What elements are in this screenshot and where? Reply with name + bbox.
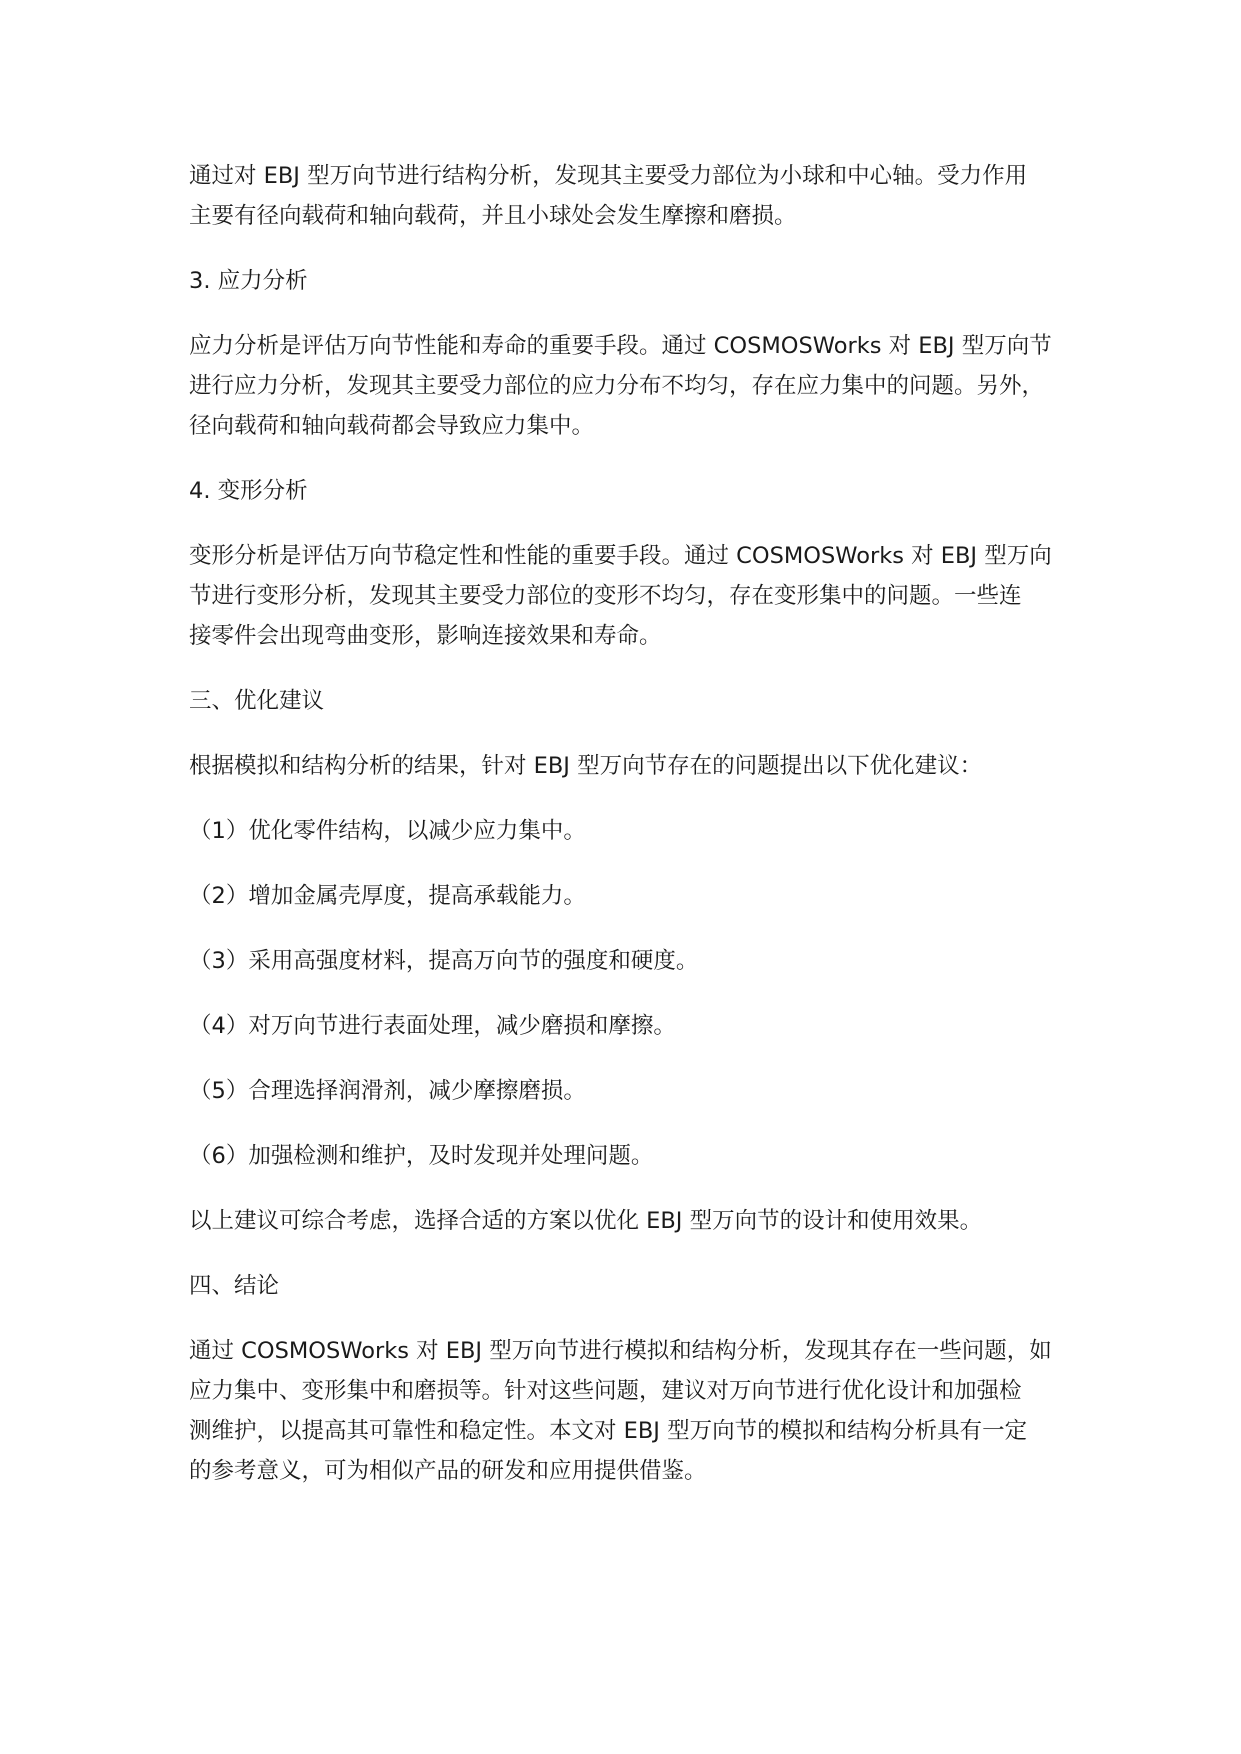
text-line: 以上建议可综合考虑，选择合适的方案以优化 EBJ 型万向节的设计和使用效果。 xyxy=(189,1208,983,1234)
list-item-4 xyxy=(189,1006,1089,1046)
section-heading-conclusion xyxy=(189,1266,1089,1306)
text-line: （1）优化零件结构，以减少应力集中。 xyxy=(189,818,586,844)
heading-text: 3. 应力分析 xyxy=(189,268,308,294)
text-line: 应力分析是评估万向节性能和寿命的重要手段。通过 COSMOSWorks 对 EBJ 型万向节 xyxy=(189,333,1052,359)
section-heading-stress xyxy=(189,261,1089,301)
section-heading-optimization xyxy=(189,681,1089,721)
list-item-2 xyxy=(189,876,1089,916)
text-line: 测维护，以提高其可靠性和稳定性。本文对 EBJ 型万向节的模拟和结构分析具有一定 xyxy=(189,1418,1028,1444)
text-line: （3）采用高强度材料，提高万向节的强度和硬度。 xyxy=(189,948,699,974)
text-line: 通过 COSMOSWorks 对 EBJ 型万向节进行模拟和结构分析，发现其存在一些问题，如 xyxy=(189,1338,1052,1364)
paragraph-optimization-intro xyxy=(189,746,1089,786)
list-item-6 xyxy=(189,1136,1089,1176)
text-line: 应力集中、变形集中和磨损等。针对这些问题，建议对万向节进行优化设计和加强检 xyxy=(189,1378,1022,1404)
text-line: 主要有径向载荷和轴向载荷，并且小球处会发生摩擦和磨损。 xyxy=(189,203,797,229)
list-item-1 xyxy=(189,811,1089,851)
text-line: 的参考意义，可为相似产品的研发和应用提供借鉴。 xyxy=(189,1458,707,1484)
paragraph-optimization-summary xyxy=(189,1201,1089,1241)
paragraph-conclusion xyxy=(189,1331,1089,1491)
heading-text: 四、结论 xyxy=(189,1273,280,1299)
text-line: 通过对 EBJ 型万向节进行结构分析，发现其主要受力部位为小球和中心轴。受力作用 xyxy=(189,163,1028,189)
section-heading-deformation xyxy=(189,471,1089,511)
heading-text: 4. 变形分析 xyxy=(189,478,308,504)
paragraph-stress-analysis xyxy=(189,326,1089,446)
text-line: 接零件会出现弯曲变形，影响连接效果和寿命。 xyxy=(189,623,662,649)
text-line: 变形分析是评估万向节稳定性和性能的重要手段。通过 COSMOSWorks 对 EBJ 型万向 xyxy=(189,543,1052,569)
document-page xyxy=(189,156,1089,1516)
text-line: （6）加强检测和维护，及时发现并处理问题。 xyxy=(189,1143,654,1169)
paragraph-deformation-analysis xyxy=(189,536,1089,656)
paragraph-structure-analysis xyxy=(189,156,1089,236)
text-line: 进行应力分析，发现其主要受力部位的应力分布不均匀，存在应力集中的问题。另外， xyxy=(189,373,1045,399)
text-line: 径向载荷和轴向载荷都会导致应力集中。 xyxy=(189,413,595,439)
list-item-5 xyxy=(189,1071,1089,1111)
list-item-3 xyxy=(189,941,1089,981)
text-line: 根据模拟和结构分析的结果，针对 EBJ 型万向节存在的问题提出以下优化建议： xyxy=(189,753,983,779)
text-line: （2）增加金属壳厚度，提高承载能力。 xyxy=(189,883,586,909)
text-line: 节进行变形分析，发现其主要受力部位的变形不均匀，存在变形集中的问题。一些连 xyxy=(189,583,1022,609)
heading-text: 三、优化建议 xyxy=(189,688,325,714)
text-line: （5）合理选择润滑剂，减少摩擦磨损。 xyxy=(189,1078,586,1104)
text-line: （4）对万向节进行表面处理，减少磨损和摩擦。 xyxy=(189,1013,676,1039)
